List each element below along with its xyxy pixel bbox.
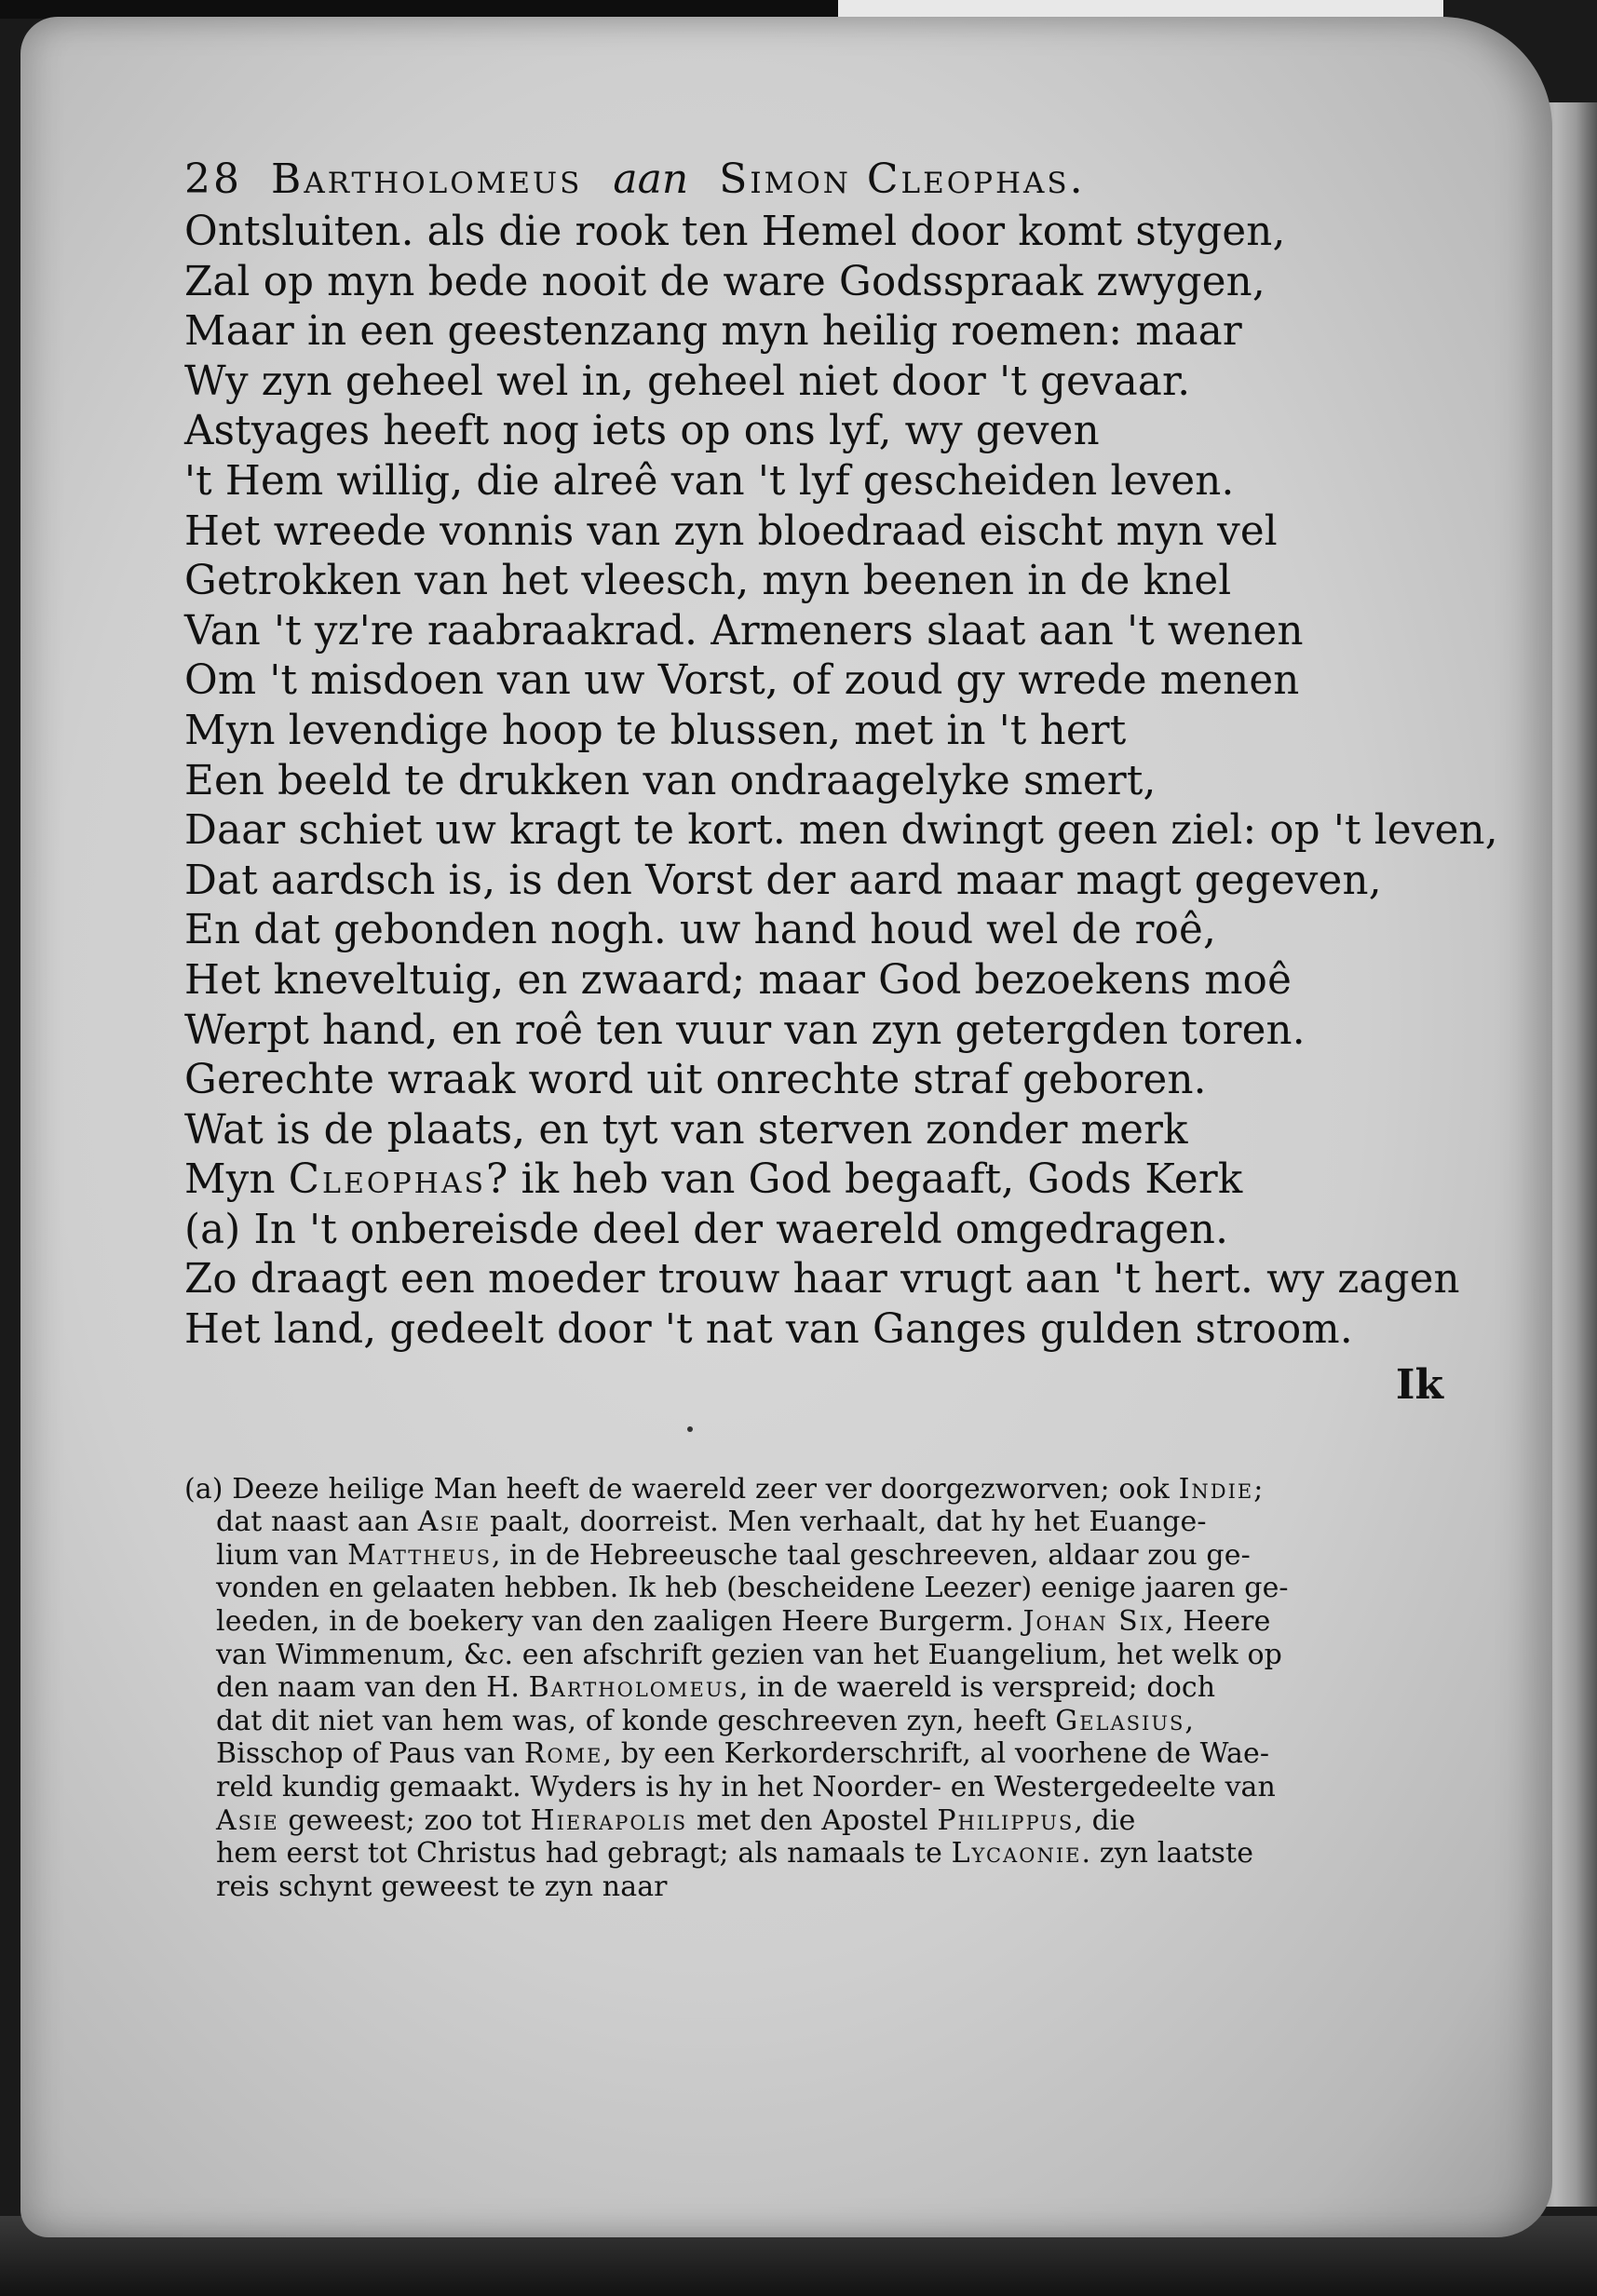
- running-head-right: Simon Cleophas.: [719, 155, 1086, 203]
- verse-line: Wat is de plaats, en tyt van sterven zonder merk: [184, 1106, 1188, 1154]
- running-head-middle: aan: [613, 155, 689, 203]
- verse-line: (a) In 't onbereisde deel der waereld omgedragen.: [184, 1206, 1229, 1253]
- person-name: Gelasius: [1055, 1704, 1185, 1737]
- verse-line: Gerechte wraak word uit onrechte straf geboren.: [184, 1057, 1207, 1104]
- footnote-text: dat dit niet van hem was, of konde geschreeven zyn, heeft: [216, 1704, 1056, 1737]
- person-name: Mattheus: [347, 1538, 492, 1572]
- person-name: Bartholomeus: [528, 1671, 739, 1705]
- footnote-line: reis schynt geweest te zyn naar: [216, 1870, 668, 1903]
- place-name: Rome: [523, 1737, 603, 1771]
- footnote-line: [184, 1506, 1451, 1539]
- separator-dot: [687, 1426, 693, 1432]
- place-name: Lycaonie: [951, 1837, 1082, 1871]
- verse-line: Om 't misdoen van uw Vorst, of zoud gy wrede menen: [184, 657, 1300, 705]
- footnote: [184, 1473, 1451, 1904]
- verse-line: Werpt hand, en roê ten vuur van zyn getergden toren.: [184, 1006, 1306, 1054]
- footnote-line: [184, 1737, 1451, 1771]
- place-name: Hierapolis: [530, 1803, 688, 1837]
- footnote-line: vonden en gelaaten hebben. Ik heb (bescheidene Leezer) eenige jaaren ge-: [216, 1572, 1289, 1605]
- footnote-text: ,: [1184, 1704, 1195, 1737]
- background-edge: [0, 0, 838, 19]
- verse-line: Astyages heeft nog iets op ons lyf, wy geven: [184, 408, 1100, 455]
- verse-line: En dat gebonden nogh. uw hand houd wel de roê,: [184, 907, 1216, 954]
- footnote-text: , die: [1074, 1803, 1136, 1837]
- verse-line: Maar in een geestenzang myn heilig roemen: maar: [184, 308, 1242, 356]
- verse-line: Dat aardsch is, is den Vorst der aard maar magt gegeven,: [184, 857, 1382, 904]
- catchword: Ik: [1395, 1360, 1443, 1409]
- person-name: Johan Six: [1022, 1605, 1165, 1639]
- footnote-line: [184, 1705, 1451, 1738]
- verse-text: Myn: [184, 1156, 276, 1204]
- footnote-text: , by een Kerkorderschrift, al voorhene de Wae-: [602, 1737, 1270, 1771]
- footnote-text: dat naast aan: [216, 1506, 418, 1539]
- name-cleophas: Cleophas: [288, 1156, 487, 1204]
- verse-block: [184, 208, 1498, 1356]
- footnote-text: , Heere: [1164, 1605, 1271, 1639]
- verse-text: ? ik heb van God begaaft, Gods Kerk: [486, 1156, 1243, 1204]
- footnote-text: , in de waereld is verspreid; doch: [738, 1671, 1216, 1705]
- running-head: [184, 154, 1451, 206]
- place-name: Asie: [417, 1506, 481, 1539]
- verse-line: Daar schiet uw kragt te kort. men dwingt geen ziel: op 't leven,: [184, 807, 1498, 855]
- footnote-line: van Wimmenum, &c. een afschrift gezien van het Euangelium, het welk op: [216, 1638, 1282, 1671]
- footnote-text: lium van: [216, 1538, 348, 1572]
- footnote-text: hem eerst tot Christus had gebragt; als namaals te: [216, 1837, 952, 1871]
- footnote-text: ;: [1253, 1472, 1264, 1506]
- footnote-text: Bisschop of Paus van: [216, 1737, 524, 1771]
- footnote-line: [184, 1804, 1451, 1838]
- footnote-line: [184, 1837, 1451, 1871]
- verse-line: Zo draagt een moeder trouw haar vrugt aan 't hert. wy zagen: [184, 1256, 1460, 1303]
- verse-line: Getrokken van het vleesch, myn beenen in de knel: [184, 558, 1232, 605]
- verse-line: Myn levendige hoop te blussen, met in 't hert: [184, 707, 1127, 754]
- verse-line: Van 't yz're raabraakrad. Armeners slaat aan 't wenen: [184, 607, 1304, 655]
- verse-line: Zal op myn bede nooit de ware Godsspraak zwygen,: [184, 258, 1265, 305]
- footnote-line: reld kundig gemaakt. Wyders is hy in het Noorder- en Westergedeelte van: [216, 1771, 1276, 1803]
- verse-line-cleophas: [184, 1155, 1451, 1206]
- footnote-line: [184, 1473, 1451, 1506]
- verse-line: Het kneveltuig, en zwaard; maar God bezoekens moê: [184, 956, 1292, 1004]
- verse-line: Het wreede vonnis van zyn bloedraad eischt myn vel: [184, 507, 1278, 555]
- verse-line: Wy zyn geheel wel in, geheel niet door 't gevaar.: [184, 358, 1191, 405]
- footnote-text: leeden, in de boekery van den zaaligen Heere Burgerm.: [216, 1605, 1023, 1639]
- footnote-text: paalt, doorreist. Men verhaalt, dat hy het Euange-: [480, 1506, 1207, 1539]
- page-content: [184, 154, 1498, 1903]
- place-name: Asie: [216, 1803, 279, 1837]
- place-name: Indie: [1178, 1472, 1254, 1506]
- verse-line: Ontsluiten. als die rook ten Hemel door komt stygen,: [184, 209, 1286, 255]
- verse-line: Een beeld te drukken van ondraagelyke smert,: [184, 757, 1157, 804]
- footnote-text: den naam van den H.: [216, 1671, 529, 1705]
- verse-line: Het land, gedeelt door 't nat van Ganges gulden stroom.: [184, 1306, 1353, 1354]
- footnote-text: geweest; zoo tot: [278, 1803, 531, 1837]
- footnote-line: [184, 1605, 1451, 1639]
- footnote-text: . zyn laatste: [1081, 1837, 1254, 1871]
- footnote-text: , in de Hebreeusche taal geschreeven, aldaar zou ge-: [491, 1538, 1251, 1572]
- footnote-line: [184, 1671, 1451, 1705]
- verse-line: 't Hem willig, die alreê van 't lyf gescheiden leven.: [184, 457, 1235, 505]
- footnote-line: [184, 1539, 1451, 1573]
- page-number: 28: [184, 155, 242, 203]
- running-head-left: Bartholomeus: [271, 155, 583, 203]
- footnote-text: met den Apostel: [687, 1803, 938, 1837]
- footnote-text: (a) Deeze heilige Man heeft de waereld zeer ver doorgezworven; ook: [184, 1472, 1179, 1506]
- person-name: Philippus: [937, 1803, 1075, 1837]
